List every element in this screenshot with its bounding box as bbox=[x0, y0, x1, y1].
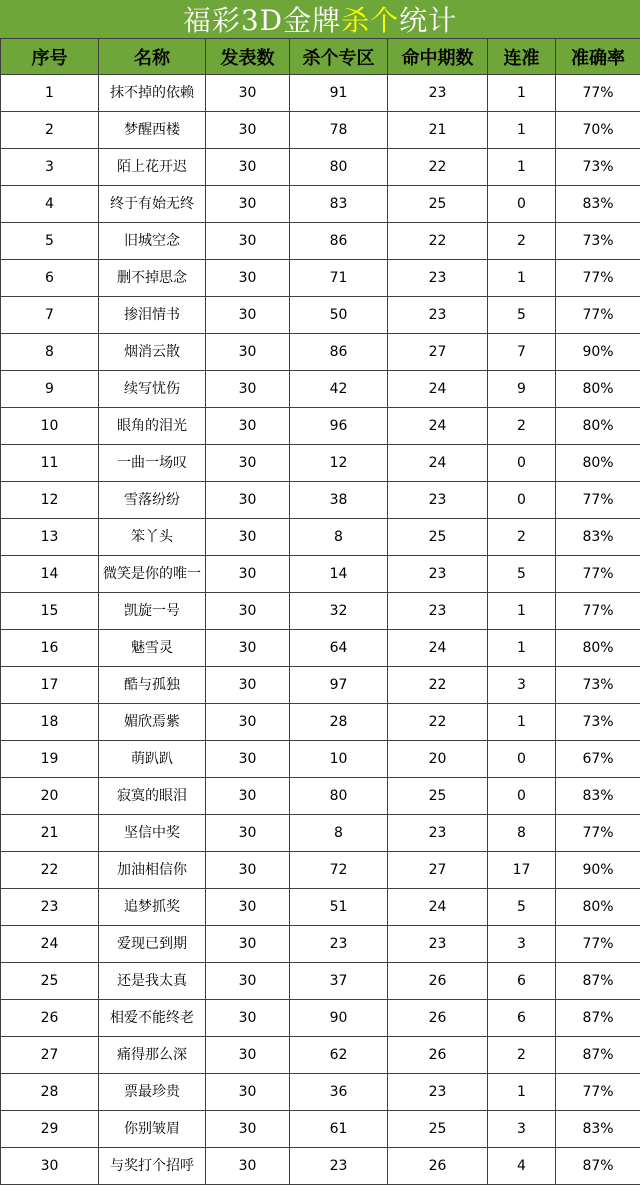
cell-posts: 30 bbox=[206, 630, 290, 667]
cell-kill-zone: 14 bbox=[290, 556, 388, 593]
cell-accuracy: 83% bbox=[556, 1111, 640, 1148]
cell-index: 27 bbox=[1, 1037, 99, 1074]
cell-kill-zone: 10 bbox=[290, 741, 388, 778]
cell-kill-zone: 23 bbox=[290, 1148, 388, 1185]
cell-name: 相爱不能终老 bbox=[99, 1000, 206, 1037]
cell-kill-zone: 86 bbox=[290, 223, 388, 260]
cell-accuracy: 77% bbox=[556, 556, 640, 593]
cell-streak: 17 bbox=[488, 852, 556, 889]
cell-streak: 1 bbox=[488, 112, 556, 149]
cell-accuracy: 77% bbox=[556, 75, 640, 112]
cell-streak: 1 bbox=[488, 593, 556, 630]
cell-accuracy: 67% bbox=[556, 741, 640, 778]
cell-accuracy: 83% bbox=[556, 778, 640, 815]
cell-hits: 22 bbox=[388, 223, 488, 260]
cell-accuracy: 87% bbox=[556, 1037, 640, 1074]
table-row bbox=[1, 75, 640, 112]
cell-posts: 30 bbox=[206, 297, 290, 334]
cell-hits: 25 bbox=[388, 519, 488, 556]
cell-streak: 1 bbox=[488, 149, 556, 186]
cell-hits: 24 bbox=[388, 889, 488, 926]
cell-name: 烟消云散 bbox=[99, 334, 206, 371]
cell-posts: 30 bbox=[206, 334, 290, 371]
cell-streak: 5 bbox=[488, 297, 556, 334]
cell-hits: 26 bbox=[388, 963, 488, 1000]
table-row bbox=[1, 445, 640, 482]
cell-posts: 30 bbox=[206, 112, 290, 149]
cell-kill-zone: 28 bbox=[290, 704, 388, 741]
cell-index: 11 bbox=[1, 445, 99, 482]
cell-accuracy: 77% bbox=[556, 926, 640, 963]
title-highlight: 杀个 bbox=[341, 4, 400, 37]
cell-posts: 30 bbox=[206, 260, 290, 297]
cell-accuracy: 73% bbox=[556, 223, 640, 260]
cell-name: 眼角的泪光 bbox=[99, 408, 206, 445]
cell-name: 魅雪灵 bbox=[99, 630, 206, 667]
cell-name: 删不掉思念 bbox=[99, 260, 206, 297]
cell-hits: 22 bbox=[388, 704, 488, 741]
cell-streak: 7 bbox=[488, 334, 556, 371]
cell-posts: 30 bbox=[206, 1037, 290, 1074]
cell-kill-zone: 64 bbox=[290, 630, 388, 667]
cell-streak: 2 bbox=[488, 1037, 556, 1074]
table-row bbox=[1, 371, 640, 408]
cell-name: 爱现已到期 bbox=[99, 926, 206, 963]
cell-hits: 24 bbox=[388, 408, 488, 445]
cell-accuracy: 90% bbox=[556, 852, 640, 889]
table-row bbox=[1, 186, 640, 223]
cell-posts: 30 bbox=[206, 1111, 290, 1148]
cell-hits: 26 bbox=[388, 1037, 488, 1074]
cell-hits: 23 bbox=[388, 260, 488, 297]
cell-hits: 24 bbox=[388, 371, 488, 408]
cell-streak: 1 bbox=[488, 1074, 556, 1111]
cell-streak: 0 bbox=[488, 482, 556, 519]
cell-name: 酷与孤独 bbox=[99, 667, 206, 704]
cell-index: 24 bbox=[1, 926, 99, 963]
cell-streak: 1 bbox=[488, 260, 556, 297]
cell-posts: 30 bbox=[206, 963, 290, 1000]
cell-index: 29 bbox=[1, 1111, 99, 1148]
cell-index: 17 bbox=[1, 667, 99, 704]
cell-posts: 30 bbox=[206, 186, 290, 223]
cell-hits: 23 bbox=[388, 593, 488, 630]
cell-posts: 30 bbox=[206, 408, 290, 445]
cell-accuracy: 80% bbox=[556, 371, 640, 408]
cell-hits: 25 bbox=[388, 1111, 488, 1148]
cell-index: 16 bbox=[1, 630, 99, 667]
cell-index: 15 bbox=[1, 593, 99, 630]
cell-index: 23 bbox=[1, 889, 99, 926]
table-row bbox=[1, 519, 640, 556]
title-part1: 福彩3D金牌 bbox=[182, 4, 342, 37]
cell-posts: 30 bbox=[206, 1148, 290, 1185]
cell-name: 追梦抓奖 bbox=[99, 889, 206, 926]
cell-name: 抹不掉的依赖 bbox=[99, 75, 206, 112]
cell-hits: 22 bbox=[388, 149, 488, 186]
cell-index: 21 bbox=[1, 815, 99, 852]
cell-posts: 30 bbox=[206, 593, 290, 630]
cell-posts: 30 bbox=[206, 889, 290, 926]
table-row bbox=[1, 1037, 640, 1074]
cell-streak: 1 bbox=[488, 630, 556, 667]
header-hits: 命中期数 bbox=[388, 39, 488, 75]
header-kill-zone: 杀个专区 bbox=[290, 39, 388, 75]
header-streak: 连准 bbox=[488, 39, 556, 75]
cell-hits: 25 bbox=[388, 186, 488, 223]
cell-name: 痛得那么深 bbox=[99, 1037, 206, 1074]
cell-hits: 24 bbox=[388, 445, 488, 482]
cell-name: 票最珍贵 bbox=[99, 1074, 206, 1111]
page-title bbox=[0, 0, 640, 38]
cell-name: 媚欣焉紫 bbox=[99, 704, 206, 741]
cell-accuracy: 87% bbox=[556, 1000, 640, 1037]
cell-streak: 2 bbox=[488, 408, 556, 445]
cell-kill-zone: 71 bbox=[290, 260, 388, 297]
cell-index: 28 bbox=[1, 1074, 99, 1111]
cell-name: 陌上花开迟 bbox=[99, 149, 206, 186]
cell-hits: 23 bbox=[388, 482, 488, 519]
cell-kill-zone: 36 bbox=[290, 1074, 388, 1111]
cell-streak: 5 bbox=[488, 556, 556, 593]
cell-streak: 0 bbox=[488, 778, 556, 815]
table-row bbox=[1, 297, 640, 334]
cell-streak: 3 bbox=[488, 1111, 556, 1148]
table-row bbox=[1, 778, 640, 815]
cell-streak: 8 bbox=[488, 815, 556, 852]
table-row bbox=[1, 149, 640, 186]
cell-kill-zone: 23 bbox=[290, 926, 388, 963]
cell-streak: 4 bbox=[488, 1148, 556, 1185]
cell-name: 续写忧伤 bbox=[99, 371, 206, 408]
cell-hits: 23 bbox=[388, 297, 488, 334]
cell-hits: 26 bbox=[388, 1000, 488, 1037]
cell-hits: 20 bbox=[388, 741, 488, 778]
cell-accuracy: 83% bbox=[556, 519, 640, 556]
cell-index: 1 bbox=[1, 75, 99, 112]
cell-accuracy: 80% bbox=[556, 408, 640, 445]
cell-hits: 22 bbox=[388, 667, 488, 704]
cell-posts: 30 bbox=[206, 667, 290, 704]
table-row bbox=[1, 482, 640, 519]
cell-kill-zone: 8 bbox=[290, 519, 388, 556]
cell-kill-zone: 96 bbox=[290, 408, 388, 445]
cell-posts: 30 bbox=[206, 815, 290, 852]
cell-posts: 30 bbox=[206, 852, 290, 889]
cell-hits: 23 bbox=[388, 926, 488, 963]
cell-accuracy: 73% bbox=[556, 149, 640, 186]
cell-streak: 1 bbox=[488, 75, 556, 112]
cell-name: 凯旋一号 bbox=[99, 593, 206, 630]
cell-streak: 5 bbox=[488, 889, 556, 926]
cell-kill-zone: 37 bbox=[290, 963, 388, 1000]
cell-posts: 30 bbox=[206, 741, 290, 778]
cell-streak: 0 bbox=[488, 445, 556, 482]
cell-name: 与奖打个招呼 bbox=[99, 1148, 206, 1185]
cell-posts: 30 bbox=[206, 223, 290, 260]
table-body bbox=[1, 75, 640, 1185]
header-posts: 发表数 bbox=[206, 39, 290, 75]
table-row bbox=[1, 408, 640, 445]
cell-accuracy: 80% bbox=[556, 630, 640, 667]
cell-name: 坚信中奖 bbox=[99, 815, 206, 852]
header-row bbox=[1, 39, 640, 75]
cell-hits: 23 bbox=[388, 1074, 488, 1111]
cell-index: 26 bbox=[1, 1000, 99, 1037]
cell-kill-zone: 61 bbox=[290, 1111, 388, 1148]
cell-streak: 9 bbox=[488, 371, 556, 408]
cell-index: 30 bbox=[1, 1148, 99, 1185]
cell-hits: 27 bbox=[388, 334, 488, 371]
cell-posts: 30 bbox=[206, 778, 290, 815]
cell-streak: 6 bbox=[488, 963, 556, 1000]
table-row bbox=[1, 667, 640, 704]
cell-hits: 25 bbox=[388, 778, 488, 815]
cell-hits: 24 bbox=[388, 630, 488, 667]
table-row bbox=[1, 1148, 640, 1185]
cell-kill-zone: 80 bbox=[290, 778, 388, 815]
cell-streak: 6 bbox=[488, 1000, 556, 1037]
cell-kill-zone: 8 bbox=[290, 815, 388, 852]
cell-index: 8 bbox=[1, 334, 99, 371]
cell-accuracy: 83% bbox=[556, 186, 640, 223]
cell-streak: 3 bbox=[488, 667, 556, 704]
cell-kill-zone: 72 bbox=[290, 852, 388, 889]
cell-posts: 30 bbox=[206, 926, 290, 963]
cell-accuracy: 77% bbox=[556, 593, 640, 630]
cell-name: 一曲一场叹 bbox=[99, 445, 206, 482]
cell-streak: 2 bbox=[488, 519, 556, 556]
cell-kill-zone: 50 bbox=[290, 297, 388, 334]
cell-accuracy: 90% bbox=[556, 334, 640, 371]
cell-accuracy: 70% bbox=[556, 112, 640, 149]
cell-index: 2 bbox=[1, 112, 99, 149]
cell-posts: 30 bbox=[206, 704, 290, 741]
table-row bbox=[1, 815, 640, 852]
cell-kill-zone: 42 bbox=[290, 371, 388, 408]
header-accuracy: 准确率 bbox=[556, 39, 640, 75]
cell-index: 22 bbox=[1, 852, 99, 889]
cell-index: 14 bbox=[1, 556, 99, 593]
table-row bbox=[1, 889, 640, 926]
cell-kill-zone: 83 bbox=[290, 186, 388, 223]
cell-kill-zone: 86 bbox=[290, 334, 388, 371]
cell-name: 还是我太真 bbox=[99, 963, 206, 1000]
cell-name: 掺泪情书 bbox=[99, 297, 206, 334]
cell-hits: 23 bbox=[388, 556, 488, 593]
cell-index: 18 bbox=[1, 704, 99, 741]
cell-index: 5 bbox=[1, 223, 99, 260]
cell-kill-zone: 97 bbox=[290, 667, 388, 704]
cell-name: 微笑是你的唯一 bbox=[99, 556, 206, 593]
table-row bbox=[1, 630, 640, 667]
cell-streak: 1 bbox=[488, 704, 556, 741]
title-part2: 统计 bbox=[399, 4, 458, 37]
cell-posts: 30 bbox=[206, 75, 290, 112]
cell-streak: 3 bbox=[488, 926, 556, 963]
cell-streak: 0 bbox=[488, 186, 556, 223]
cell-index: 12 bbox=[1, 482, 99, 519]
cell-accuracy: 77% bbox=[556, 815, 640, 852]
cell-index: 7 bbox=[1, 297, 99, 334]
table-row bbox=[1, 223, 640, 260]
cell-posts: 30 bbox=[206, 519, 290, 556]
table-row bbox=[1, 1111, 640, 1148]
cell-accuracy: 73% bbox=[556, 704, 640, 741]
cell-posts: 30 bbox=[206, 1074, 290, 1111]
cell-index: 25 bbox=[1, 963, 99, 1000]
cell-name: 终于有始无终 bbox=[99, 186, 206, 223]
cell-name: 雪落纷纷 bbox=[99, 482, 206, 519]
cell-posts: 30 bbox=[206, 482, 290, 519]
cell-index: 13 bbox=[1, 519, 99, 556]
cell-name: 加油相信你 bbox=[99, 852, 206, 889]
cell-name: 旧城空念 bbox=[99, 223, 206, 260]
cell-streak: 0 bbox=[488, 741, 556, 778]
cell-index: 6 bbox=[1, 260, 99, 297]
cell-posts: 30 bbox=[206, 445, 290, 482]
table-row bbox=[1, 593, 640, 630]
cell-name: 笨丫头 bbox=[99, 519, 206, 556]
table-row bbox=[1, 334, 640, 371]
cell-index: 19 bbox=[1, 741, 99, 778]
cell-accuracy: 77% bbox=[556, 260, 640, 297]
cell-kill-zone: 38 bbox=[290, 482, 388, 519]
cell-accuracy: 77% bbox=[556, 482, 640, 519]
cell-hits: 26 bbox=[388, 1148, 488, 1185]
cell-kill-zone: 78 bbox=[290, 112, 388, 149]
cell-index: 9 bbox=[1, 371, 99, 408]
cell-index: 4 bbox=[1, 186, 99, 223]
cell-accuracy: 87% bbox=[556, 1148, 640, 1185]
cell-streak: 2 bbox=[488, 223, 556, 260]
stats-table bbox=[0, 38, 640, 1185]
cell-name: 寂寞的眼泪 bbox=[99, 778, 206, 815]
table-row bbox=[1, 260, 640, 297]
cell-accuracy: 80% bbox=[556, 889, 640, 926]
cell-posts: 30 bbox=[206, 149, 290, 186]
cell-kill-zone: 51 bbox=[290, 889, 388, 926]
cell-kill-zone: 90 bbox=[290, 1000, 388, 1037]
cell-hits: 23 bbox=[388, 815, 488, 852]
cell-accuracy: 77% bbox=[556, 1074, 640, 1111]
cell-accuracy: 77% bbox=[556, 297, 640, 334]
cell-hits: 21 bbox=[388, 112, 488, 149]
table-row bbox=[1, 963, 640, 1000]
cell-kill-zone: 62 bbox=[290, 1037, 388, 1074]
cell-name: 梦醒西楼 bbox=[99, 112, 206, 149]
cell-index: 20 bbox=[1, 778, 99, 815]
table-row bbox=[1, 704, 640, 741]
table-row bbox=[1, 926, 640, 963]
cell-hits: 27 bbox=[388, 852, 488, 889]
cell-accuracy: 87% bbox=[556, 963, 640, 1000]
cell-posts: 30 bbox=[206, 371, 290, 408]
table-row bbox=[1, 852, 640, 889]
table-row bbox=[1, 556, 640, 593]
cell-accuracy: 73% bbox=[556, 667, 640, 704]
table-row bbox=[1, 1074, 640, 1111]
cell-kill-zone: 80 bbox=[290, 149, 388, 186]
table-row bbox=[1, 1000, 640, 1037]
header-index: 序号 bbox=[1, 39, 99, 75]
cell-index: 10 bbox=[1, 408, 99, 445]
cell-accuracy: 80% bbox=[556, 445, 640, 482]
cell-kill-zone: 12 bbox=[290, 445, 388, 482]
cell-posts: 30 bbox=[206, 556, 290, 593]
table-row bbox=[1, 741, 640, 778]
cell-posts: 30 bbox=[206, 1000, 290, 1037]
cell-hits: 23 bbox=[388, 75, 488, 112]
table-row bbox=[1, 112, 640, 149]
cell-name: 萌趴趴 bbox=[99, 741, 206, 778]
cell-index: 3 bbox=[1, 149, 99, 186]
cell-name: 你别皱眉 bbox=[99, 1111, 206, 1148]
header-name: 名称 bbox=[99, 39, 206, 75]
cell-kill-zone: 32 bbox=[290, 593, 388, 630]
cell-kill-zone: 91 bbox=[290, 75, 388, 112]
